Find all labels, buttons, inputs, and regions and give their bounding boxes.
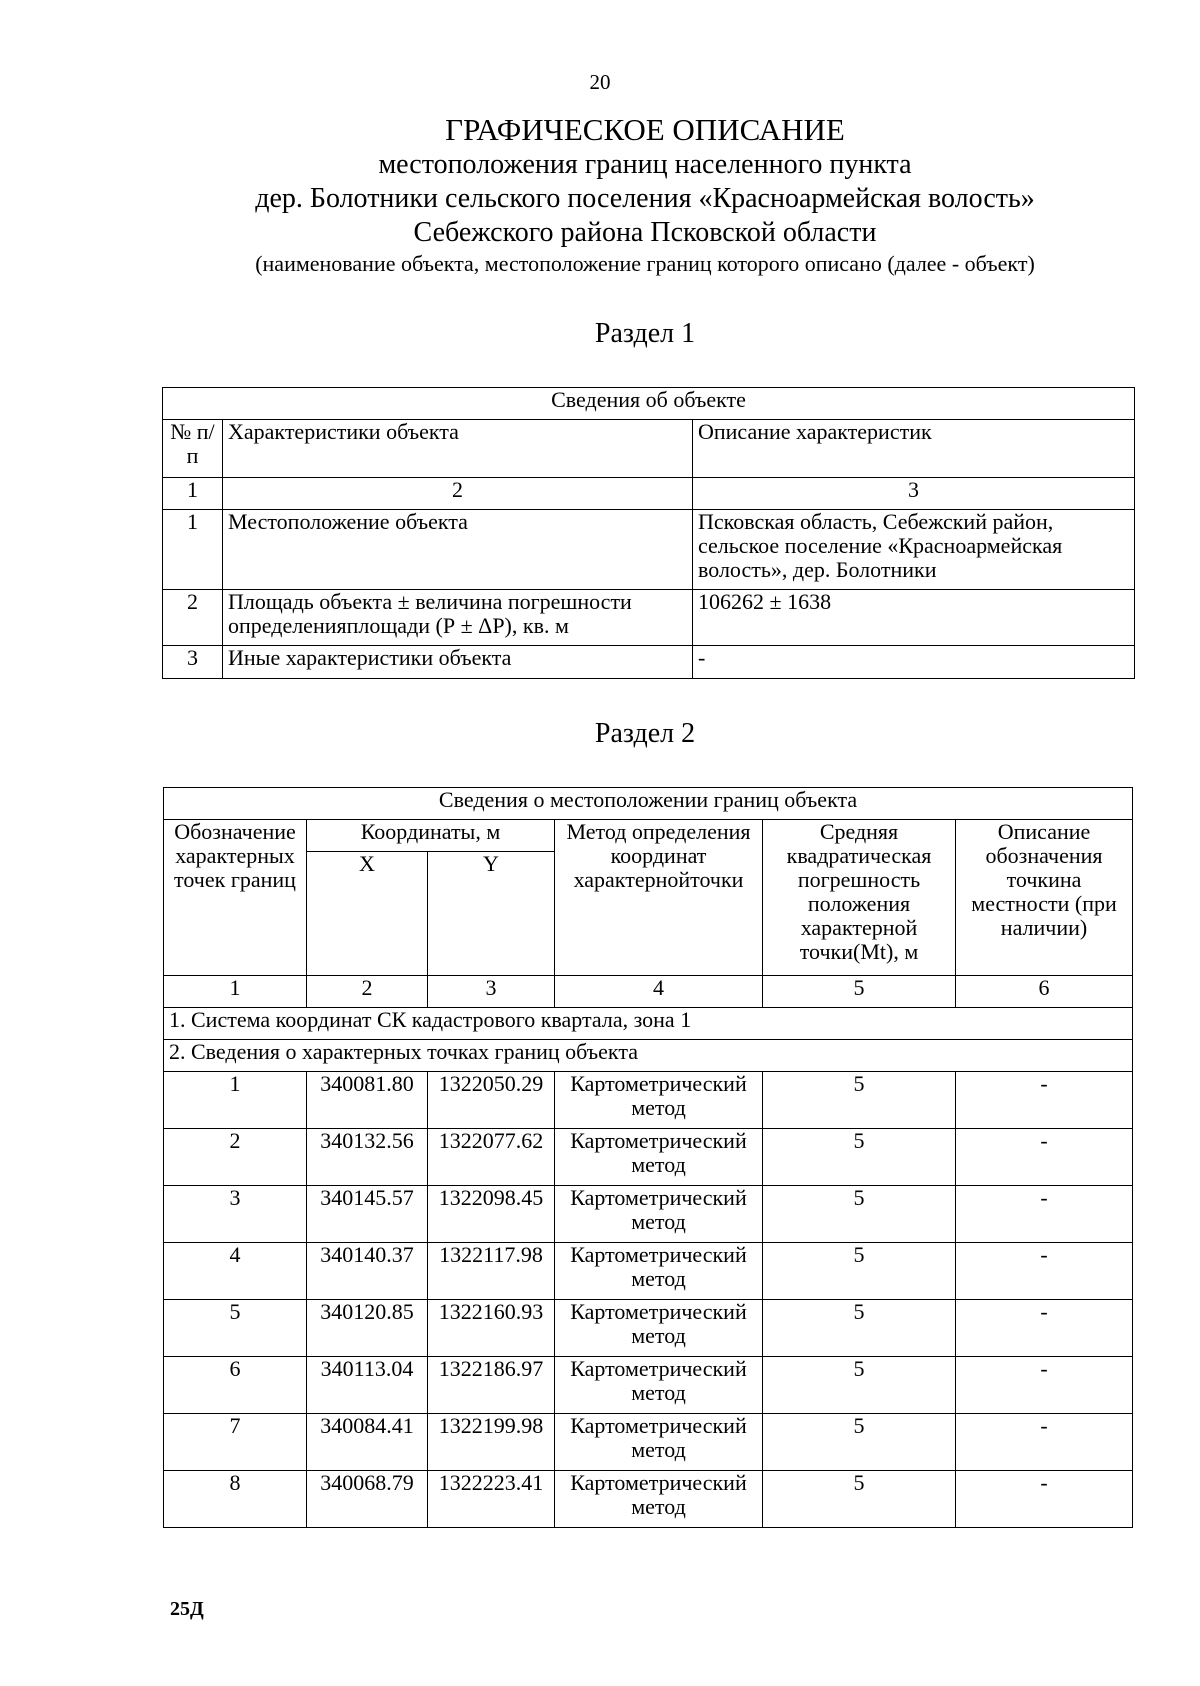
table-row (163, 646, 1135, 679)
error-value: 5 (763, 1414, 956, 1471)
method: Картометрический метод (555, 1471, 763, 1528)
point-id: 4 (164, 1243, 307, 1300)
error-value: 5 (763, 1129, 956, 1186)
table-row (164, 1072, 1133, 1129)
error-value: 5 (763, 1186, 956, 1243)
column-header-method: Метод определения координат характернойточки (555, 820, 763, 976)
method: Картометрический метод (555, 1243, 763, 1300)
characteristic-value: 106262 ± 1638 (693, 590, 1135, 646)
document-title (0, 112, 1200, 278)
point-description: - (956, 1186, 1133, 1243)
points-section-row: 2. Сведения о характерных точках границ объекта (164, 1040, 1133, 1072)
method: Картометрический метод (555, 1414, 763, 1471)
error-value: 5 (763, 1471, 956, 1528)
coord-y: 1322098.45 (428, 1186, 555, 1243)
point-description: - (956, 1414, 1133, 1471)
method: Картометрический метод (555, 1357, 763, 1414)
title-main: ГРАФИЧЕСКОЕ ОПИСАНИЕ (445, 112, 845, 147)
column-number: 3 (693, 478, 1135, 510)
column-header: Описание характеристик (693, 420, 1135, 478)
row-number: 2 (163, 590, 223, 646)
column-header: № п/п (163, 420, 223, 478)
coord-x: 340132.56 (307, 1129, 428, 1186)
point-id: 6 (164, 1357, 307, 1414)
table-row (164, 1129, 1133, 1186)
error-value: 5 (763, 1243, 956, 1300)
column-number: 3 (428, 976, 555, 1008)
coord-y: 1322050.29 (428, 1072, 555, 1129)
boundary-points-table (163, 787, 1133, 1528)
coord-x: 340120.85 (307, 1300, 428, 1357)
column-header: Характеристики объекта (223, 420, 693, 478)
point-id: 3 (164, 1186, 307, 1243)
point-description: - (956, 1471, 1133, 1528)
page-number: 20 (589, 70, 611, 94)
table-row (164, 1414, 1133, 1471)
column-header-y: Y (428, 852, 555, 976)
coord-y: 1322077.62 (428, 1129, 555, 1186)
points-body (164, 1072, 1133, 1528)
coordinate-system-row: 1. Система координат СК кадастрового квартала, зона 1 (164, 1008, 1133, 1040)
column-header-coords: Координаты, м (307, 820, 555, 852)
row-number: 3 (163, 646, 223, 679)
point-description: - (956, 1243, 1133, 1300)
coord-x: 340068.79 (307, 1471, 428, 1528)
table-row (164, 1300, 1133, 1357)
coord-y: 1322223.41 (428, 1471, 555, 1528)
characteristic-name: Площадь объекта ± величина погрешности определенияплощади (Р ± ΔР), кв. м (223, 590, 693, 646)
method: Картометрический метод (555, 1072, 763, 1129)
column-header-description: Описание обозначения точкина местности (при наличии) (956, 820, 1133, 976)
coord-y: 1322117.98 (428, 1243, 555, 1300)
coord-y: 1322186.97 (428, 1357, 555, 1414)
point-description: - (956, 1300, 1133, 1357)
title-note: (наименование объекта, местоположение границ которого описано (далее - объект) (255, 251, 1035, 276)
column-number: 2 (307, 976, 428, 1008)
point-description: - (956, 1072, 1133, 1129)
column-header-point: Обозначение характерных точек границ (164, 820, 307, 976)
column-number: 4 (555, 976, 763, 1008)
point-id: 8 (164, 1471, 307, 1528)
column-number: 1 (163, 478, 223, 510)
characteristic-name: Местоположение объекта (223, 510, 693, 590)
characteristic-value: Псковская область, Себежский район, сельское поселение «Красноармейская волость», дер. Болотники (693, 510, 1135, 590)
table-row (164, 1186, 1133, 1243)
point-id: 2 (164, 1129, 307, 1186)
table-row (163, 590, 1135, 646)
coord-x: 340113.04 (307, 1357, 428, 1414)
error-value: 5 (763, 1357, 956, 1414)
table-row (164, 1357, 1133, 1414)
table-row (164, 1243, 1133, 1300)
method: Картометрический метод (555, 1129, 763, 1186)
table-row (164, 1471, 1133, 1528)
table-row (163, 510, 1135, 590)
characteristic-value: - (693, 646, 1135, 679)
section-2-heading: Раздел 2 (594, 718, 696, 749)
point-id: 7 (164, 1414, 307, 1471)
point-description: - (956, 1129, 1133, 1186)
table-title: Сведения о местоположении границ объекта (164, 788, 1133, 820)
row-number: 1 (163, 510, 223, 590)
column-number: 2 (223, 478, 693, 510)
coord-y: 1322199.98 (428, 1414, 555, 1471)
footer-code: 25Д (170, 1598, 204, 1620)
coord-y: 1322160.93 (428, 1300, 555, 1357)
coord-x: 340084.41 (307, 1414, 428, 1471)
method: Картометрический метод (555, 1186, 763, 1243)
column-number: 6 (956, 976, 1133, 1008)
column-header-x: X (307, 852, 428, 976)
title-line-1: местоположения границ населенного пункта (378, 149, 912, 180)
coord-x: 340145.57 (307, 1186, 428, 1243)
point-id: 5 (164, 1300, 307, 1357)
error-value: 5 (763, 1300, 956, 1357)
section-1-heading: Раздел 1 (594, 318, 696, 349)
point-id: 1 (164, 1072, 307, 1129)
column-number: 5 (763, 976, 956, 1008)
error-value: 5 (763, 1072, 956, 1129)
table-title: Сведения об объекте (163, 388, 1135, 420)
column-header-error: Средняя квадратическая погрешность положения характерной точки(Mt), м (763, 820, 956, 976)
title-line-2: дер. Болотники сельского поселения «Красноармейская волость» (255, 183, 1035, 214)
title-line-3: Себежского района Псковской области (413, 217, 877, 248)
column-number: 1 (164, 976, 307, 1008)
point-description: - (956, 1357, 1133, 1414)
characteristic-name: Иные характеристики объекта (223, 646, 693, 679)
coord-x: 340081.80 (307, 1072, 428, 1129)
method: Картометрический метод (555, 1300, 763, 1357)
coord-x: 340140.37 (307, 1243, 428, 1300)
object-info-table (162, 387, 1135, 679)
